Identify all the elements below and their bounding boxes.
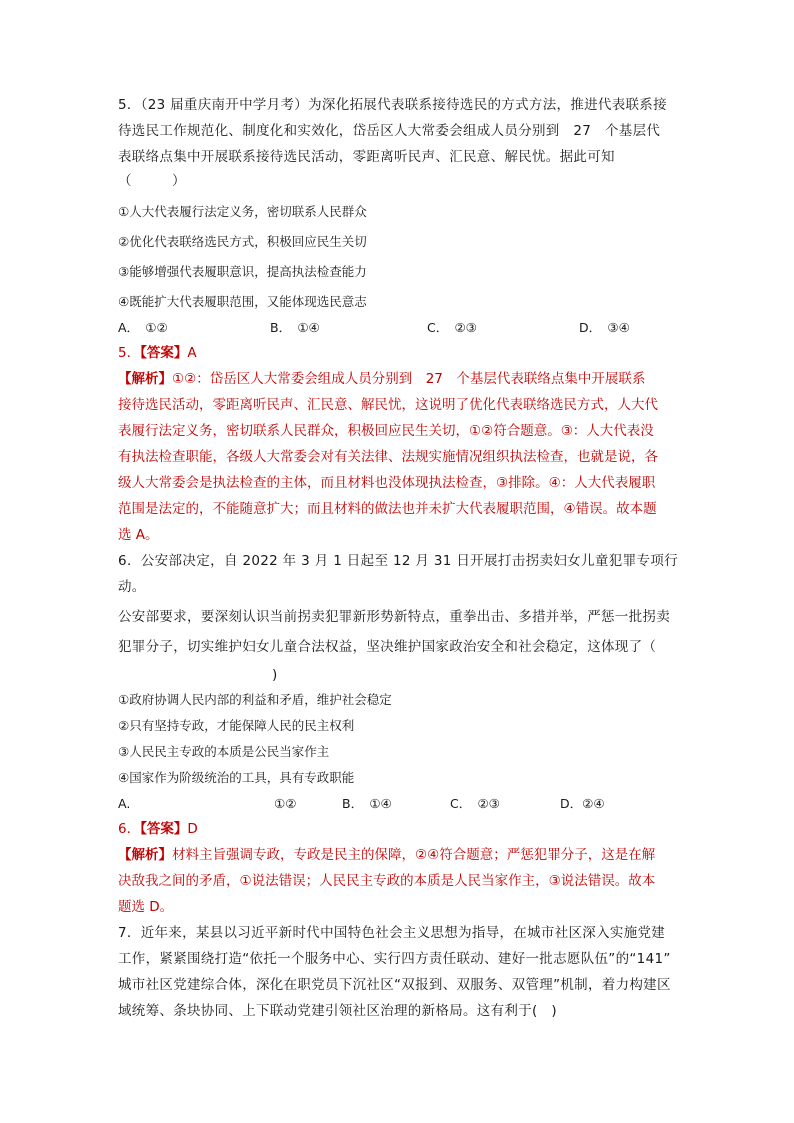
q5-option-2: ②优化代表联络选民方式，积极回应民生关切 xyxy=(118,234,367,249)
question-7 xyxy=(118,920,678,1024)
q7-stem-line-2: 工作，紧紧围绕打造“依托一个服务中心、实行四方责任联动、建好一批志愿队伍”的“141” xyxy=(118,951,671,967)
q6-answer-tag: 【答案】 xyxy=(140,821,188,837)
question-5 xyxy=(118,92,678,192)
q6-stem-line-3: 犯罪分子，切实维护妇女儿童合法权益，坚决维护国家政治安全和社会稳定，这体现了（ xyxy=(118,639,657,655)
q5-answer xyxy=(118,340,678,366)
q5-analysis-line-5: 级人大常委会是执法检查的主体，而且材料也没体现执法检查，③排除。④：人大代表履职 xyxy=(118,475,656,491)
q5-option-4: ④既能扩大代表履职范围，又能体现选民意志 xyxy=(118,294,367,309)
q6-answer xyxy=(118,816,678,842)
q5-analysis-line-1 xyxy=(118,366,678,392)
q6-stem-line-1: 6．公安部决定，自 2022 年 3 月 1 日起至 12 月 31 日开展打击拐卖妇女儿童犯罪专项行动。 xyxy=(118,553,678,595)
q5-answer-value: A xyxy=(187,345,197,361)
q7-stem-line-3: 城市社区党建综合体，深化在职党员下沉社区“双报到、双服务、双管理”机制，着力构建区 xyxy=(118,977,671,993)
q5-analysis-text-1: ①②：岱岳区人大常委会组成人员分别到 27 个基层代表联络点集中开展联系 xyxy=(172,371,646,387)
q5-analysis-line-6: 范围是法定的，不能随意扩大；而且材料的做法也并未扩大代表履职范围，④错误。故本题 xyxy=(118,501,657,517)
q6-analysis-tag: 【解析】 xyxy=(118,847,172,863)
q6-answer-number: 6． xyxy=(118,821,141,837)
q5-analysis-line-2: 接待选民活动，零距离听民声、汇民意、解民忧，这说明了优化代表联络选民方式，人大代 xyxy=(118,397,658,413)
q6-analysis xyxy=(118,842,678,920)
q6-option-3: ③人民民主专政的本质是公民当家作主 xyxy=(118,744,330,759)
document-content xyxy=(118,92,678,1024)
q6-choice-b: B． ①④ xyxy=(342,796,392,811)
q5-analysis xyxy=(118,366,678,548)
q5-stem-line-2: 待选民工作规范化、制度化和实效化，岱岳区人大常委会组成人员分别到 27 个基层代 xyxy=(118,123,661,139)
q6-analysis-line-1 xyxy=(118,842,678,868)
q5-choices xyxy=(118,316,678,340)
q6-choices xyxy=(118,792,678,816)
q5-answer-tag: 【答案】 xyxy=(140,345,188,361)
q6-analysis-line-3: 题选 D。 xyxy=(118,899,174,915)
q6-answer-paren: ) xyxy=(272,667,278,683)
q6-option-1: ①政府协调人民内部的利益和矛盾，维护社会稳定 xyxy=(118,692,392,707)
q5-choice-c: C． ②③ xyxy=(427,320,477,335)
q5-choice-b: B． ①④ xyxy=(270,320,320,335)
q5-analysis-line-7: 选 A。 xyxy=(118,527,159,543)
q5-choice-a: A． ①② xyxy=(118,320,168,335)
q5-choice-d: D． ③④ xyxy=(579,320,630,335)
q5-analysis-tag: 【解析】 xyxy=(118,371,172,387)
q6-analysis-text-1: 材料主旨强调专政，专政是民主的保障，②④符合题意；严惩犯罪分子，这是在解 xyxy=(172,847,656,863)
q6-choice-a: A. xyxy=(118,796,131,811)
q6-answer-value: D xyxy=(187,821,198,837)
q6-choice-a-value: ①② xyxy=(274,796,297,811)
q7-stem-line-1: 7．近年来，某县以习近平新时代中国特色社会主义思想为指导，在城市社区深入实施党建 xyxy=(118,925,666,941)
q5-analysis-line-3: 表履行法定义务，密切联系人民群众，积极回应民生关切，①②符合题意。③：人大代表没 xyxy=(118,423,654,439)
q6-option-4: ④国家作为阶级统治的工具，具有专政职能 xyxy=(118,770,355,785)
q5-option-1: ①人大代表履行法定义务，密切联系人民群众 xyxy=(118,204,367,219)
q6-analysis-line-2: 决敌我之间的矛盾，①说法错误；人民民主专政的本质是人民当家作主，③说法错误。故本 xyxy=(118,873,656,889)
q6-choice-d: D．②④ xyxy=(560,796,605,811)
q5-answer-paren: （ ） xyxy=(118,173,186,189)
q6-choice-c: C． ②③ xyxy=(450,796,500,811)
q7-stem-line-4: 域统筹、条块协同、上下联动党建引领社区治理的新格局。这有利于( ) xyxy=(118,1003,557,1019)
q5-answer-number: 5． xyxy=(118,345,141,361)
question-6 xyxy=(118,548,678,686)
q6-option-2: ②只有坚持专政，才能保障人民的民主权利 xyxy=(118,718,355,733)
q5-stem-line-1: 5．（23 届重庆南开中学月考）为深化拓展代表联系接待选民的方式方法，推进代表联系接 xyxy=(118,97,667,113)
q5-option-3: ③能够增强代表履职意识，提高执法检查能力 xyxy=(118,264,367,279)
q6-stem-line-2: 公安部要求，要深刻认识当前拐卖犯罪新形势新特点，重拳出击、多措并举，严惩一批拐卖 xyxy=(118,609,670,625)
q5-analysis-line-4: 有执法检查职能，各级人大常委会对有关法律、法规实施情况组织执法检查，也就是说，各 xyxy=(118,449,658,465)
q5-stem-line-3: 表联络点集中开展联系接待选民活动，零距离听民声、汇民意、解民忧。据此可知 xyxy=(118,149,615,165)
